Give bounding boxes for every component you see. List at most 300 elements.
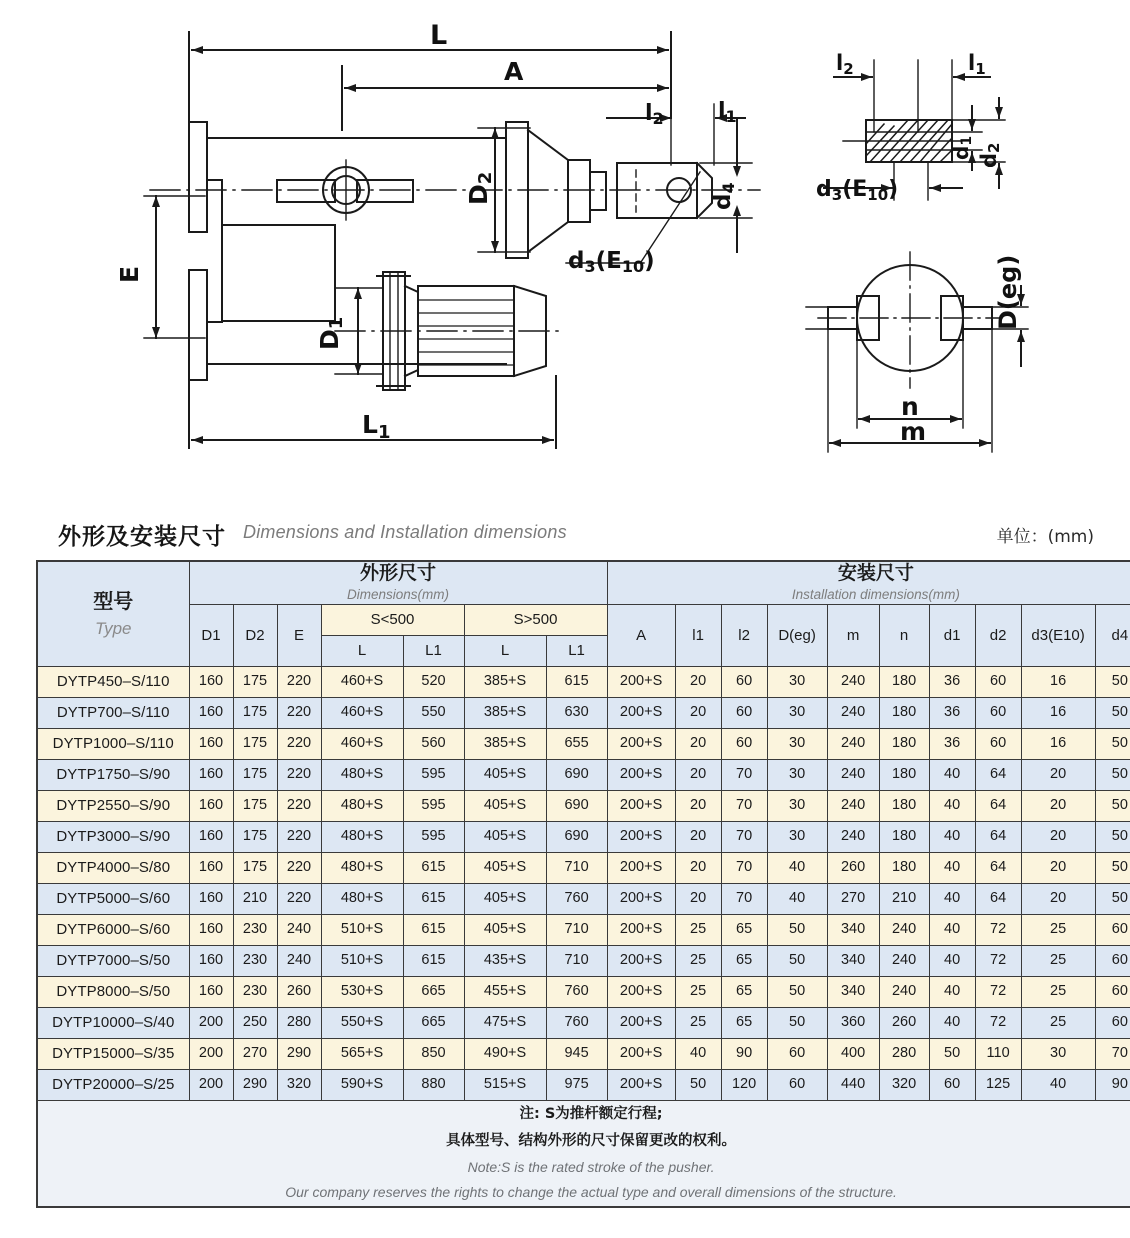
cell-m: 340 xyxy=(827,914,879,945)
table-row xyxy=(37,945,1130,976)
header-col-d1-small: d1 xyxy=(929,604,975,666)
cell-D2: 175 xyxy=(233,790,277,821)
cell-D1: 200 xyxy=(189,1038,233,1069)
cell-m: 360 xyxy=(827,1007,879,1038)
cell-type: DYTP10000–S/40 xyxy=(37,1007,189,1038)
cell-d2: 60 xyxy=(975,666,1021,697)
cell-d2: 125 xyxy=(975,1069,1021,1100)
cell-E: 290 xyxy=(277,1038,321,1069)
cell-n: 180 xyxy=(879,790,929,821)
cell-L: 475+S xyxy=(464,1007,546,1038)
cell-l1: 20 xyxy=(675,759,721,790)
cell-D1: 160 xyxy=(189,697,233,728)
header-group-dimensions-en: Dimensions(mm) xyxy=(347,586,450,602)
cell-n: 180 xyxy=(879,728,929,759)
header-col-n: n xyxy=(879,604,929,666)
cell-D1: 160 xyxy=(189,666,233,697)
cell-l2: 65 xyxy=(721,914,767,945)
cell-L: 515+S xyxy=(464,1069,546,1100)
cell-D(eg): 30 xyxy=(767,666,827,697)
dim-label-l1-main: l1 xyxy=(718,99,737,126)
cell-d2: 64 xyxy=(975,883,1021,914)
table-row xyxy=(37,1007,1130,1038)
cell-n: 240 xyxy=(879,914,929,945)
cell-d2: 64 xyxy=(975,790,1021,821)
cell-L1: 710 xyxy=(546,852,607,883)
cell-D2: 210 xyxy=(233,883,277,914)
cell-d3(E10): 25 xyxy=(1021,945,1095,976)
cell-D1: 160 xyxy=(189,945,233,976)
notes-holder xyxy=(38,1101,1130,1206)
header-col-l-lt: L xyxy=(321,635,403,666)
cell-A: 200+S xyxy=(607,790,675,821)
cell-d2: 60 xyxy=(975,728,1021,759)
cell-L: 565+S xyxy=(321,1038,403,1069)
cell-D(eg): 30 xyxy=(767,759,827,790)
cell-L1: 655 xyxy=(546,728,607,759)
cell-E: 220 xyxy=(277,697,321,728)
table-row xyxy=(37,914,1130,945)
cell-L: 385+S xyxy=(464,697,546,728)
cell-A: 200+S xyxy=(607,976,675,1007)
cell-l2: 60 xyxy=(721,697,767,728)
dim-label-Deg: D(eg) xyxy=(994,254,1022,330)
cell-E: 260 xyxy=(277,976,321,1007)
dim-label-D2: D2 xyxy=(464,171,496,205)
cell-L: 480+S xyxy=(321,821,403,852)
cell-d1: 36 xyxy=(929,666,975,697)
cell-L: 405+S xyxy=(464,883,546,914)
header-col-d2: D2 xyxy=(233,604,277,666)
header-col-m: m xyxy=(827,604,879,666)
header-col-a: A xyxy=(607,604,675,666)
cell-L: 530+S xyxy=(321,976,403,1007)
cell-l2: 65 xyxy=(721,976,767,1007)
cell-d2: 64 xyxy=(975,852,1021,883)
cell-D2: 230 xyxy=(233,945,277,976)
header-type-en: Type xyxy=(94,619,132,639)
cell-D2: 270 xyxy=(233,1038,277,1069)
header-col-d4: d4 xyxy=(1095,604,1130,666)
dim-label-A: A xyxy=(504,57,524,86)
cell-d2: 72 xyxy=(975,976,1021,1007)
header-group-dimensions-cn: 外形尺寸 xyxy=(360,562,437,584)
cell-A: 200+S xyxy=(607,728,675,759)
cell-D(eg): 60 xyxy=(767,1038,827,1069)
header-col-d2-small: d2 xyxy=(975,604,1021,666)
cell-m: 340 xyxy=(827,945,879,976)
cell-l1: 20 xyxy=(675,852,721,883)
cell-E: 280 xyxy=(277,1007,321,1038)
cell-l1: 20 xyxy=(675,821,721,852)
cell-E: 220 xyxy=(277,883,321,914)
header-type-cn: 型号 xyxy=(93,589,134,614)
cell-L1: 595 xyxy=(403,790,464,821)
cell-A: 200+S xyxy=(607,852,675,883)
table-row xyxy=(37,759,1130,790)
cell-L: 405+S xyxy=(464,759,546,790)
cell-D(eg): 30 xyxy=(767,821,827,852)
cell-l2: 70 xyxy=(721,821,767,852)
cell-m: 240 xyxy=(827,821,879,852)
cell-l1: 20 xyxy=(675,883,721,914)
header-group-installation xyxy=(607,561,1130,604)
cell-n: 180 xyxy=(879,759,929,790)
cell-n: 320 xyxy=(879,1069,929,1100)
cell-l2: 60 xyxy=(721,728,767,759)
cell-d2: 64 xyxy=(975,759,1021,790)
header-sub-s-lt-500: S<500 xyxy=(321,604,464,635)
cell-E: 220 xyxy=(277,666,321,697)
cell-A: 200+S xyxy=(607,883,675,914)
cell-l1: 20 xyxy=(675,728,721,759)
cell-L1: 760 xyxy=(546,1007,607,1038)
cell-l1: 40 xyxy=(675,1038,721,1069)
cell-l2: 65 xyxy=(721,945,767,976)
cell-D2: 175 xyxy=(233,666,277,697)
cell-d1: 40 xyxy=(929,976,975,1007)
cell-A: 200+S xyxy=(607,945,675,976)
cell-l2: 70 xyxy=(721,852,767,883)
cell-d1: 40 xyxy=(929,883,975,914)
cell-d3(E10): 25 xyxy=(1021,976,1095,1007)
cell-m: 270 xyxy=(827,883,879,914)
cell-type: DYTP3000–S/90 xyxy=(37,821,189,852)
header-col-d3-e10: d3(E10) xyxy=(1021,604,1095,666)
cell-D(eg): 60 xyxy=(767,1069,827,1100)
cell-d3(E10): 20 xyxy=(1021,790,1095,821)
dimensions-table xyxy=(36,560,1130,1208)
cell-m: 240 xyxy=(827,790,879,821)
cell-type: DYTP450–S/110 xyxy=(37,666,189,697)
header-group-dimensions xyxy=(189,561,607,604)
note-line: 注: S为推杆额定行程; xyxy=(519,1105,663,1122)
cell-m: 240 xyxy=(827,759,879,790)
cell-L1: 615 xyxy=(403,852,464,883)
cell-d3(E10): 20 xyxy=(1021,821,1095,852)
section-title-en: Dimensions and Installation dimensions xyxy=(243,522,567,542)
cell-L1: 615 xyxy=(403,883,464,914)
cell-L1: 595 xyxy=(403,821,464,852)
dim-label-D1: D1 xyxy=(315,316,347,350)
cell-d4: 50 xyxy=(1095,728,1130,759)
cell-d3(E10): 20 xyxy=(1021,883,1095,914)
table-header-row-1 xyxy=(37,561,1130,604)
cell-D2: 175 xyxy=(233,697,277,728)
cell-L1: 760 xyxy=(546,883,607,914)
cell-L1: 710 xyxy=(546,914,607,945)
cell-L1: 850 xyxy=(403,1038,464,1069)
cell-L: 590+S xyxy=(321,1069,403,1100)
cell-l1: 25 xyxy=(675,976,721,1007)
cell-d1: 40 xyxy=(929,914,975,945)
cell-L: 510+S xyxy=(321,945,403,976)
table-row xyxy=(37,728,1130,759)
cell-l1: 20 xyxy=(675,790,721,821)
cell-L: 385+S xyxy=(464,666,546,697)
cell-D1: 160 xyxy=(189,790,233,821)
cell-l1: 25 xyxy=(675,1007,721,1038)
cell-E: 220 xyxy=(277,790,321,821)
cell-m: 240 xyxy=(827,697,879,728)
note-line: 具体型号、结构外形的尺寸保留更改的权利。 xyxy=(446,1132,737,1149)
cell-L1: 710 xyxy=(546,945,607,976)
cell-A: 200+S xyxy=(607,1038,675,1069)
cell-D(eg): 30 xyxy=(767,728,827,759)
table-row xyxy=(37,883,1130,914)
cell-l1: 25 xyxy=(675,945,721,976)
cell-d4: 60 xyxy=(1095,914,1130,945)
cell-d4: 50 xyxy=(1095,821,1130,852)
cell-d3(E10): 20 xyxy=(1021,759,1095,790)
technical-drawing xyxy=(0,0,1130,490)
cell-L: 480+S xyxy=(321,852,403,883)
cell-d4: 60 xyxy=(1095,945,1130,976)
cell-d4: 60 xyxy=(1095,976,1130,1007)
header-group-installation-en: Installation dimensions(mm) xyxy=(791,586,960,602)
cell-d4: 70 xyxy=(1095,1038,1130,1069)
cell-E: 240 xyxy=(277,914,321,945)
cell-d1: 40 xyxy=(929,821,975,852)
cell-type: DYTP7000–S/50 xyxy=(37,945,189,976)
cell-D1: 160 xyxy=(189,852,233,883)
cell-L1: 690 xyxy=(546,821,607,852)
cell-D2: 250 xyxy=(233,1007,277,1038)
cell-D(eg): 30 xyxy=(767,790,827,821)
cell-L: 435+S xyxy=(464,945,546,976)
cell-m: 340 xyxy=(827,976,879,1007)
cell-n: 280 xyxy=(879,1038,929,1069)
cell-m: 440 xyxy=(827,1069,879,1100)
cell-d4: 50 xyxy=(1095,883,1130,914)
table-body xyxy=(37,666,1130,1100)
cell-L: 405+S xyxy=(464,821,546,852)
note-cell xyxy=(37,1100,1130,1207)
cell-D(eg): 30 xyxy=(767,697,827,728)
cell-d2: 60 xyxy=(975,697,1021,728)
cell-l2: 60 xyxy=(721,666,767,697)
header-col-d1: D1 xyxy=(189,604,233,666)
cell-d1: 40 xyxy=(929,945,975,976)
cell-A: 200+S xyxy=(607,759,675,790)
cell-n: 210 xyxy=(879,883,929,914)
header-group-installation-cn: 安装尺寸 xyxy=(837,562,914,584)
cell-d2: 64 xyxy=(975,821,1021,852)
cell-d4: 50 xyxy=(1095,759,1130,790)
dim-label-n: n xyxy=(901,392,919,421)
cell-L1: 880 xyxy=(403,1069,464,1100)
header-col-e: E xyxy=(277,604,321,666)
cell-A: 200+S xyxy=(607,821,675,852)
cell-n: 180 xyxy=(879,852,929,883)
cell-D2: 175 xyxy=(233,821,277,852)
cell-type: DYTP5000–S/60 xyxy=(37,883,189,914)
cell-d1: 40 xyxy=(929,852,975,883)
cell-d1: 50 xyxy=(929,1038,975,1069)
cell-l2: 90 xyxy=(721,1038,767,1069)
note-row xyxy=(37,1100,1130,1207)
cell-L: 455+S xyxy=(464,976,546,1007)
cell-A: 200+S xyxy=(607,914,675,945)
table-row xyxy=(37,790,1130,821)
cell-L: 460+S xyxy=(321,728,403,759)
cell-d1: 40 xyxy=(929,1007,975,1038)
header-col-l1-gt: L1 xyxy=(546,635,607,666)
cell-d4: 50 xyxy=(1095,666,1130,697)
table-row xyxy=(37,821,1130,852)
cell-D(eg): 50 xyxy=(767,945,827,976)
header-sub-s-gt-500: S>500 xyxy=(464,604,607,635)
cell-L1: 630 xyxy=(546,697,607,728)
table-row xyxy=(37,852,1130,883)
cell-L: 510+S xyxy=(321,914,403,945)
cell-D1: 160 xyxy=(189,883,233,914)
cell-L: 480+S xyxy=(321,883,403,914)
cell-d1: 40 xyxy=(929,790,975,821)
cell-type: DYTP4000–S/80 xyxy=(37,852,189,883)
cell-L: 405+S xyxy=(464,914,546,945)
cell-D2: 290 xyxy=(233,1069,277,1100)
cell-L1: 690 xyxy=(546,759,607,790)
cell-L1: 975 xyxy=(546,1069,607,1100)
cell-n: 180 xyxy=(879,666,929,697)
cell-L: 460+S xyxy=(321,666,403,697)
cell-l2: 70 xyxy=(721,759,767,790)
cell-d3(E10): 40 xyxy=(1021,1069,1095,1100)
cell-E: 220 xyxy=(277,852,321,883)
cell-l2: 70 xyxy=(721,790,767,821)
cell-n: 260 xyxy=(879,1007,929,1038)
cell-D(eg): 40 xyxy=(767,852,827,883)
cell-D1: 200 xyxy=(189,1069,233,1100)
cell-type: DYTP1000–S/110 xyxy=(37,728,189,759)
dim-label-m: m xyxy=(900,417,927,446)
cell-d1: 60 xyxy=(929,1069,975,1100)
cell-d4: 50 xyxy=(1095,852,1130,883)
dim-label-E: E xyxy=(115,265,144,283)
table-row xyxy=(37,1038,1130,1069)
section-title-row xyxy=(0,518,1130,552)
cell-type: DYTP6000–S/60 xyxy=(37,914,189,945)
cell-D(eg): 50 xyxy=(767,1007,827,1038)
header-col-deg: D(eg) xyxy=(767,604,827,666)
cell-l1: 25 xyxy=(675,914,721,945)
header-type xyxy=(37,561,189,666)
cell-type: DYTP1750–S/90 xyxy=(37,759,189,790)
cell-type: DYTP20000–S/25 xyxy=(37,1069,189,1100)
cell-L: 550+S xyxy=(321,1007,403,1038)
cell-D2: 175 xyxy=(233,728,277,759)
cell-L1: 615 xyxy=(546,666,607,697)
cell-d4: 60 xyxy=(1095,1007,1130,1038)
dim-label-d4: d4 xyxy=(710,182,738,210)
cell-L: 490+S xyxy=(464,1038,546,1069)
table-header-row-2 xyxy=(37,604,1130,635)
header-col-l1: l1 xyxy=(675,604,721,666)
cell-D1: 160 xyxy=(189,914,233,945)
cell-d1: 36 xyxy=(929,697,975,728)
spec-table-wrap xyxy=(36,560,1129,1208)
cell-L1: 665 xyxy=(403,976,464,1007)
cell-E: 320 xyxy=(277,1069,321,1100)
cell-L1: 760 xyxy=(546,976,607,1007)
cell-d2: 72 xyxy=(975,945,1021,976)
header-col-l2: l2 xyxy=(721,604,767,666)
cell-L1: 615 xyxy=(403,945,464,976)
cell-n: 240 xyxy=(879,945,929,976)
cell-type: DYTP8000–S/50 xyxy=(37,976,189,1007)
header-col-l1-lt: L1 xyxy=(403,635,464,666)
cell-type: DYTP15000–S/35 xyxy=(37,1038,189,1069)
cell-L1: 550 xyxy=(403,697,464,728)
cell-n: 240 xyxy=(879,976,929,1007)
cell-D1: 160 xyxy=(189,759,233,790)
table-row xyxy=(37,976,1130,1007)
cell-d3(E10): 16 xyxy=(1021,697,1095,728)
cell-L1: 945 xyxy=(546,1038,607,1069)
cell-l2: 65 xyxy=(721,1007,767,1038)
cell-E: 220 xyxy=(277,759,321,790)
cell-d2: 72 xyxy=(975,1007,1021,1038)
dim-label-d1: d1 xyxy=(949,135,975,160)
cell-m: 260 xyxy=(827,852,879,883)
cell-L: 480+S xyxy=(321,759,403,790)
table-row xyxy=(37,1069,1130,1100)
unit-label: 单位：(mm) xyxy=(996,527,1094,547)
cell-E: 240 xyxy=(277,945,321,976)
cell-L: 460+S xyxy=(321,697,403,728)
cell-l1: 20 xyxy=(675,666,721,697)
dim-label-l2-main: l2 xyxy=(645,101,664,128)
dim-label-l1-detail: l1 xyxy=(968,51,986,78)
cell-D2: 175 xyxy=(233,852,277,883)
dim-label-L: L xyxy=(430,20,448,51)
cell-l2: 70 xyxy=(721,883,767,914)
cell-m: 400 xyxy=(827,1038,879,1069)
cell-d3(E10): 25 xyxy=(1021,914,1095,945)
table-footer xyxy=(37,1100,1130,1207)
cell-L1: 690 xyxy=(546,790,607,821)
cell-l1: 20 xyxy=(675,697,721,728)
cell-l1: 50 xyxy=(675,1069,721,1100)
cell-n: 180 xyxy=(879,697,929,728)
cell-L: 385+S xyxy=(464,728,546,759)
cell-L1: 665 xyxy=(403,1007,464,1038)
cell-D1: 160 xyxy=(189,728,233,759)
cell-D(eg): 50 xyxy=(767,914,827,945)
dim-label-d3-detail: d3(E10) xyxy=(816,177,899,204)
cell-d4: 50 xyxy=(1095,697,1130,728)
dim-label-d3-main: d3(E10) xyxy=(568,248,655,276)
table-row xyxy=(37,697,1130,728)
cell-E: 220 xyxy=(277,728,321,759)
cell-l2: 120 xyxy=(721,1069,767,1100)
cell-D1: 200 xyxy=(189,1007,233,1038)
section-title-cn: 外形及安装尺寸 xyxy=(58,524,226,550)
cell-d3(E10): 16 xyxy=(1021,728,1095,759)
cell-D2: 230 xyxy=(233,976,277,1007)
cell-D(eg): 40 xyxy=(767,883,827,914)
cell-d2: 110 xyxy=(975,1038,1021,1069)
dim-label-l2-detail: l2 xyxy=(836,51,854,78)
cell-E: 220 xyxy=(277,821,321,852)
cell-d1: 36 xyxy=(929,728,975,759)
cell-A: 200+S xyxy=(607,1069,675,1100)
dim-label-d2: d2 xyxy=(977,142,1003,168)
header-col-l-gt: L xyxy=(464,635,546,666)
cell-m: 240 xyxy=(827,666,879,697)
cell-D2: 175 xyxy=(233,759,277,790)
